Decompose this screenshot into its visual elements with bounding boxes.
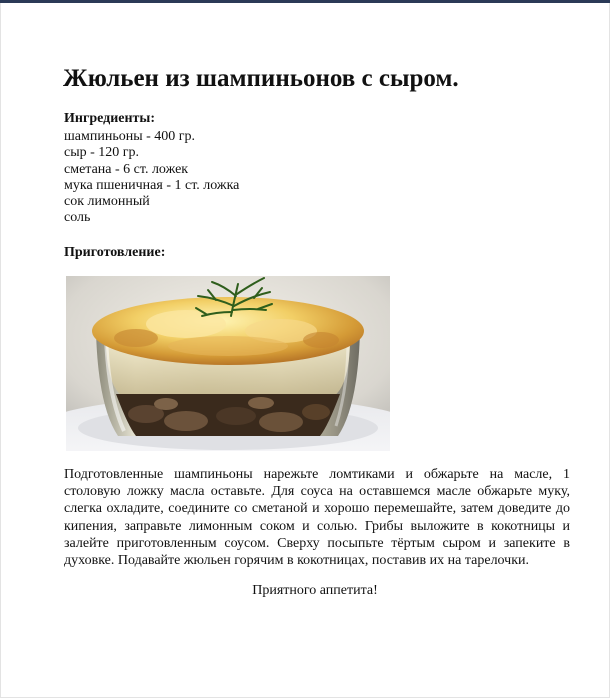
dish-photo [66,276,390,451]
ingredient-item: сыр - 120 гр. [64,145,140,161]
preparation-heading: Приготовление: [64,245,166,260]
ingredient-item: мука пшеничная - 1 ст. ложка [64,177,240,193]
preparation-text: Подготовленные шампиньоны нарежьте ломтиками и обжарьте на масле, 1 столовую ложку масла оставьте. Для соуса на оставшемся масле обжарьте муку, слегка охладите, соедините со сметаной и хорошо перемешайте, затем доведите до кипения, заправьте лимонным соком и солью. Грибы выложите в кокотницы и залейте приготовленным соусом. Сверху посыпьте тёртым сыром и запеките в духовке. Подавайте жюльен горячим в кокотницах, поставив их на тарелочки. [64,467,570,569]
ingredient-item: соль [64,210,91,226]
recipe-page [0,3,610,698]
recipe-title: Жюльен из шампиньонов с сыром. [63,65,459,92]
julienne-photo-illustration [66,276,390,451]
ingredient-item: сок лимонный [64,194,150,210]
ingredient-item: сметана - 6 ст. ложек [64,161,189,177]
ingredient-item: шампиньоны - 400 гр. [64,129,196,144]
closing-text: Приятного аппетита! [252,583,378,598]
ingredients-heading: Ингредиенты: [64,111,156,126]
ingredients-list [64,129,239,227]
